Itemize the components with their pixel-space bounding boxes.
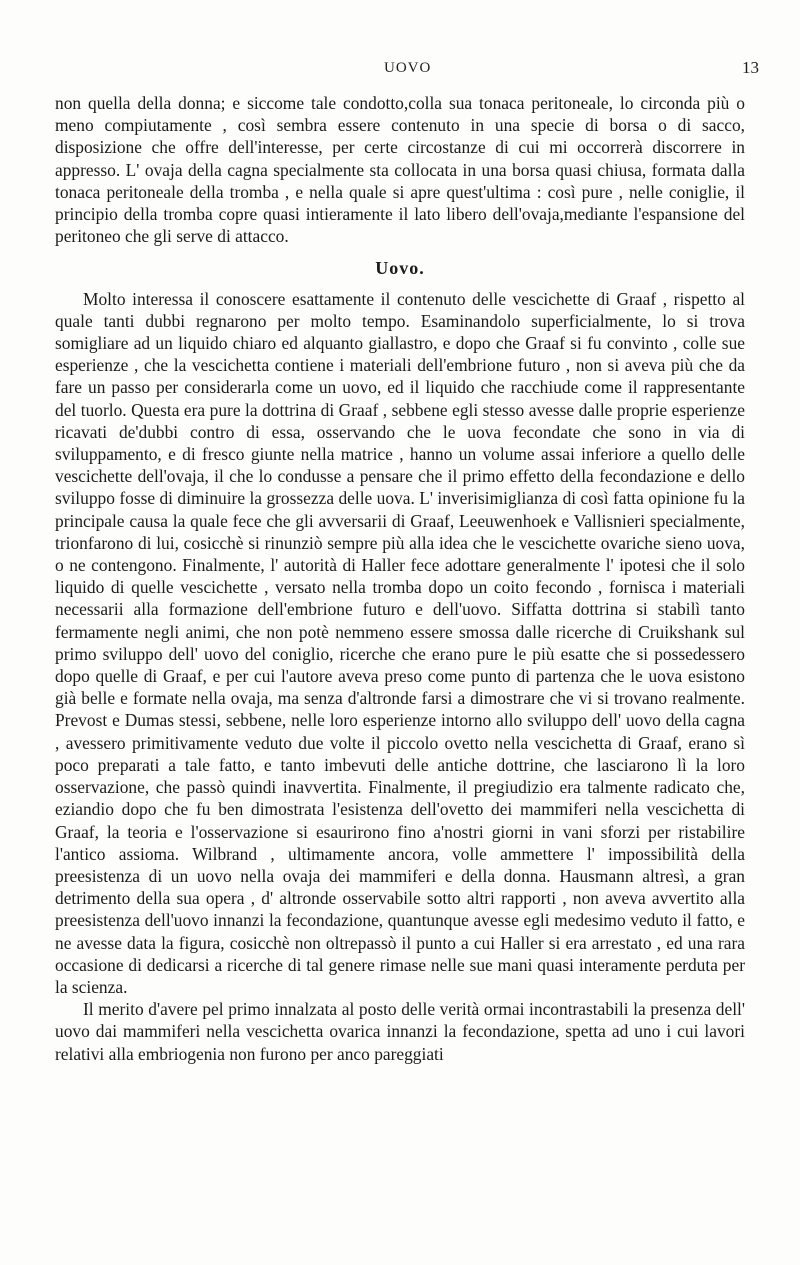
paragraph: Il merito d'avere pel primo innalzata al posto delle verità ormai incontrastabili la presenza dell' uovo dai mammiferi nella vescichetta ovarica innanzi la fecondazione, spetta ad uno i cui lavori relativi alla embriogenia non furono per anco pareggiati (55, 999, 745, 1064)
running-title: UOVO (384, 60, 432, 76)
text-block (55, 92, 745, 1065)
running-head (0, 58, 800, 84)
paragraph: Molto interessa il conoscere esattamente il contenuto delle vescichette di Graaf , rispetto al quale tanti dubbi regnarono per molto tempo. Esaminandolo superficialmente, lo si trova somigliare ad un liquido chiaro ed alquanto giallastro, e dopo che Graaf si fu convinto , colle sue esperienze , che la vescichetta contiene i materiali dell'embrione futuro , non si aveva più che da fare un passo per considerarla come un uovo, ed il liquido che racchiude come il rappresentante del tuorlo. Questa era pure la dottrina di Graaf , sebbene egli stesso avesse dalle proprie esperienze ricavati de'dubbi contro di essa, osservando che le uova fecondate che sono in via di sviluppamento, e di fresco giunte nella matrice , hanno un volume assai inferiore a quello delle vescichette dell'ovaja, il che lo condusse a pensare che il primo effetto della fecondazione e dello sviluppo fosse di diminuire la grossezza delle uova. L' inverisimiglianza di così fatta opinione fu la principale causa la quale fece che gli avversarii di Graaf, Leeuwenhoek e Vallisnieri specialmente, trionfarono di lui, cosicchè si rinunziò sempre più alla idea che le vescichette ovariche sieno uova, o ne contengono. Finalmente, l' autorità di Haller fece adottare generalmente l' ipotesi che il solo liquido di quelle vescichette , versato nella tromba dopo un coito fecondo , fornisca i materiali necessarii alla formazione dell'embrione futuro e dell'uovo. Siffatta dottrina si stabilì tanto fermamente negli animi, che non potè nemmeno essere smossa dalle ricerche di Cruikshank sul primo sviluppo dell' uovo del coniglio, ricerche che erano pure le più esatte che si possedessero dopo quelle di Graaf, e per cui l'autore aveva preso come punto di partenza che le uova esistono già belle e formate nella ovaja, ma senza d'altronde farsi a dimostrare che vi si trovano realmente. Prevost e Dumas stessi, sebbene, nelle loro esperienze intorno allo sviluppo dell' uovo della cagna , avessero primitivamente veduto due volte il piccolo ovetto nella vescichetta di Graaf, erano sì poco preparati a tale fatto, e tanto imbevuti delle antiche dottrine, che lasciarono lì la loro osservazione, che passò quindi inavvertita. Finalmente, il pregiudizio era talmente radicato che, eziandio dopo che fu ben dimostrata l'esistenza dell'ovetto dei mammiferi nella vescichetta di Graaf, la teoria e l'osservazione si esaurirono fino a'nostri giorni in vani sforzi per ristabilire l'antico assioma. Wilbrand , ultimamente ancora, volle ammettere l' impossibilità della preesistenza di un uovo nella ovaja dei mammiferi e della donna. Hausmann altresì, a gran detrimento della sua opera , d' altronde osservabile sotto altri rapporti , non aveva avvertito alla preesistenza dell'uovo innanzi la fecondazione, quantunque avesse egli medesimo veduto il fatto, e ne avesse data la figura, cosicchè non oltrepassò il punto a cui Haller si era arrestato , ed una rara occasione di dedicarsi a ricerche di tal genere rimase nelle sue mani quasi interamente perduta per la scienza. (55, 288, 745, 997)
paragraph-continuation: non quella della donna; e siccome tale condotto,colla sua tonaca peritoneale, lo circonda più o meno compiutamente , così sembra essere contenuto in una specie di borsa o di sacco, disposizione che offre dell'interesse, per certe circostanze di cui mi occorrerà discorrere in appresso. L' ovaja della cagna specialmente sta collocata in una borsa quasi chiusa, formata dalla tonaca peritoneale della tromba , e nella quale si apre quest'ultima : così pure , nelle coniglie, il principio della tromba copre quasi intieramente il lato libero dell'ovaja,mediante l'espansione del peritoneo che gli serve di attacco. (55, 93, 745, 247)
section-heading: Uovo. (375, 258, 425, 279)
page-number: 13 (742, 58, 759, 77)
